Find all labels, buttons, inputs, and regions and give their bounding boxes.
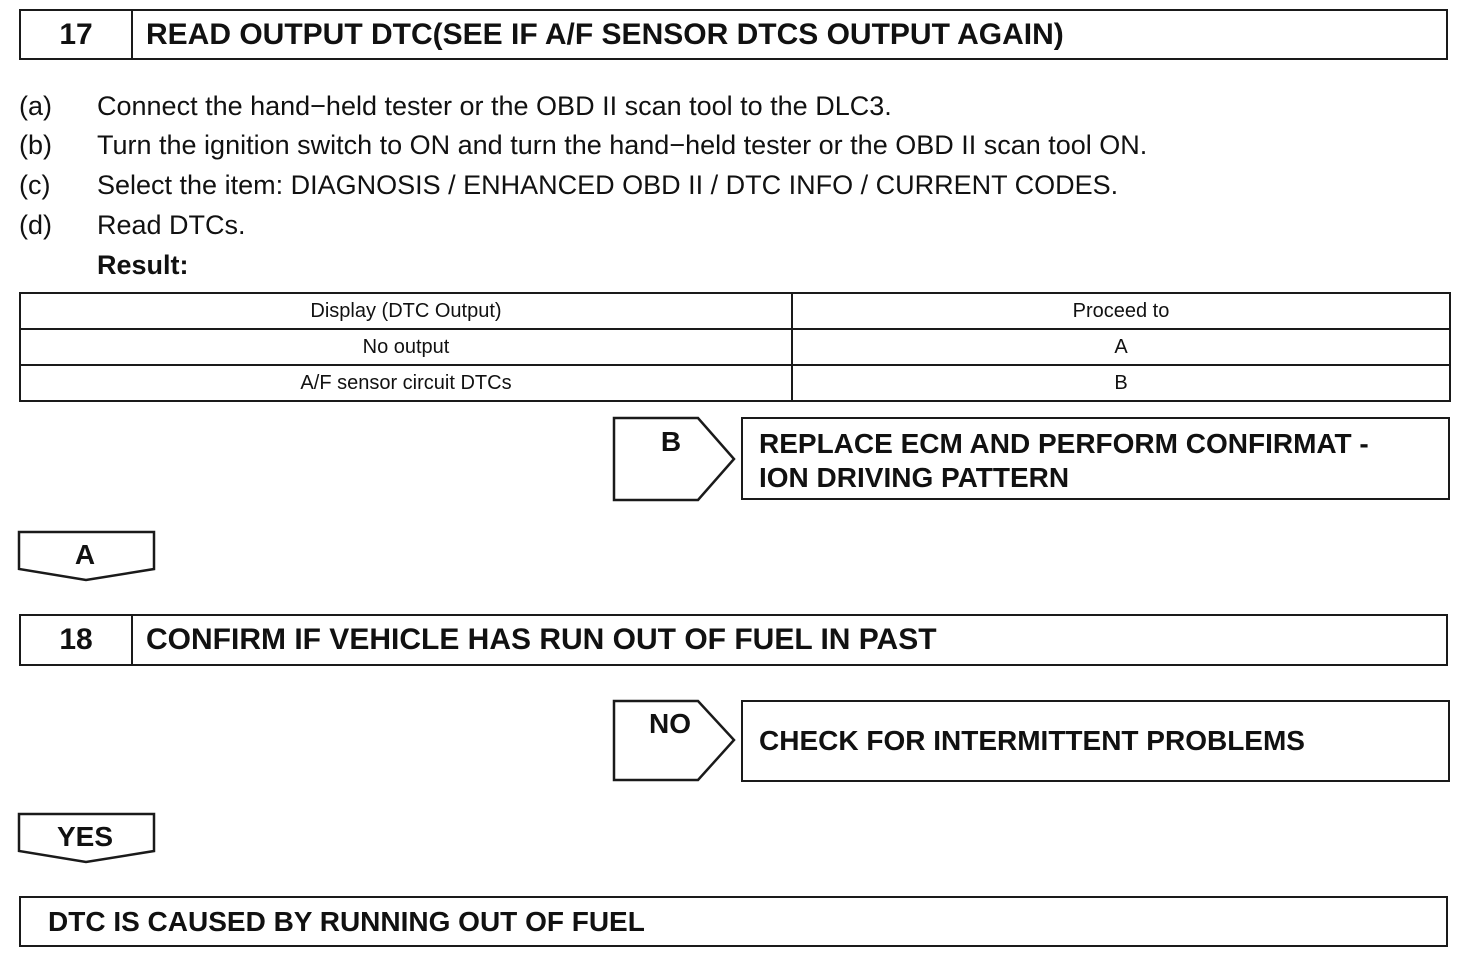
branch-b-action-line2: ION DRIVING PATTERN	[759, 462, 1070, 493]
branch-b-label: B	[660, 426, 682, 457]
step-18-header	[19, 614, 1448, 666]
instruction-text: Turn the ignition switch to ON and turn the hand−held tester or the OBD II scan tool ON.	[97, 130, 1148, 160]
instruction-label: (b)	[19, 130, 52, 160]
step-17-number: 17	[21, 11, 133, 58]
branch-a-label: A	[74, 539, 96, 570]
instruction-label: (d)	[19, 210, 52, 240]
table-header-cell: Display (DTC Output)	[20, 293, 792, 329]
branch-b-action-line1: REPLACE ECM AND PERFORM CONFIRMAT -	[759, 428, 1369, 459]
result-label: Result:	[97, 250, 189, 280]
step-17-title: READ OUTPUT DTC(SEE IF A/F SENSOR DTCS OUTPUT AGAIN)	[146, 17, 1064, 51]
branch-no-label: NO	[649, 708, 691, 739]
table-row	[20, 329, 1450, 365]
branch-yes-label: YES	[56, 821, 114, 852]
branch-no-action	[741, 700, 1450, 782]
instruction-text: Read DTCs.	[97, 210, 246, 240]
table-cell: No output	[20, 329, 792, 365]
instruction-label: (c)	[19, 170, 51, 200]
table-cell: A	[792, 329, 1450, 365]
table-cell: B	[792, 365, 1450, 401]
final-conclusion	[19, 896, 1448, 947]
result-table	[19, 292, 1451, 402]
table-header-cell: Proceed to	[792, 293, 1450, 329]
table-cell: A/F sensor circuit DTCs	[20, 365, 792, 401]
instruction-label: (a)	[19, 91, 52, 121]
step-17-header	[19, 9, 1448, 60]
table-header-row	[20, 293, 1450, 329]
instruction-text: Select the item: DIAGNOSIS / ENHANCED OBD II / DTC INFO / CURRENT CODES.	[97, 170, 1119, 200]
final-conclusion-text: DTC IS CAUSED BY RUNNING OUT OF FUEL	[48, 905, 645, 937]
instruction-text: Connect the hand−held tester or the OBD II scan tool to the DLC3.	[97, 91, 892, 121]
branch-b-action	[741, 417, 1450, 500]
step-18-title: CONFIRM IF VEHICLE HAS RUN OUT OF FUEL IN PAST	[146, 623, 937, 656]
step-18-number: 18	[21, 616, 133, 664]
table-row	[20, 365, 1450, 401]
branch-no-action-text: CHECK FOR INTERMITTENT PROBLEMS	[759, 725, 1305, 756]
